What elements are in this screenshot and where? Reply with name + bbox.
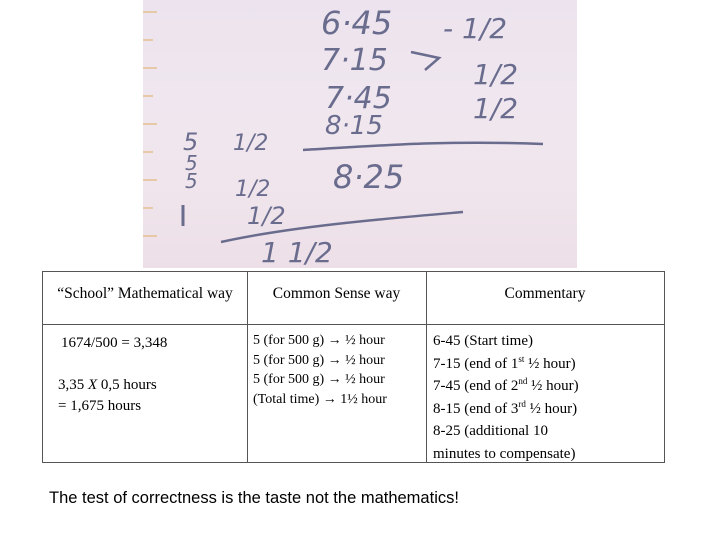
common-sense-line: 5 (for 500 g) → ½ hour [253,352,385,368]
commentary-line: 8-15 (end of 3rd ½ hour) [433,398,578,417]
hw-five-3: 5 [185,169,198,193]
commentary-line: minutes to compensate) [433,445,576,462]
hw-half-4: 1/2 [233,131,269,156]
commentary-list [433,330,663,465]
hw-half-6: 1/2 [247,202,286,230]
caption-text: The test of correctness is the taste not the mathematics! [49,489,459,507]
common-sense-line: 5 (for 500 g) → ½ hour [253,372,385,387]
hw-time-2: 7·15 [321,43,388,78]
common-sense-line: (Total time) → 1½ hour [253,391,387,407]
school-calc-2: 3,35 X 0,5 hours [58,377,157,393]
hw-five-2: 5 [185,151,198,175]
header-school-way: “School” Mathematical way [57,285,233,302]
school-calc-1: 1674/500 = 3,348 [61,335,168,351]
common-sense-list [253,331,425,409]
hw-time-1: 6·45 [321,4,393,42]
comparison-table [42,271,665,463]
commentary-line: 7-15 (end of 1st ½ hour) [433,353,576,372]
hw-total-half: 1 1/2 [261,236,333,268]
commentary-line: 8-25 (additional 10 [433,423,548,439]
hw-half-1: - 1/2 [443,12,508,45]
handwriting-drawing [143,0,577,268]
hw-time-4: 8·15 [325,111,383,141]
header-common-sense: Common Sense way [272,285,401,302]
hw-five-1: 5 [183,128,199,156]
hw-half-2: 1/2 [473,58,519,91]
whiteboard-photo [143,0,577,268]
hw-time-3: 7·45 [325,81,392,116]
school-calc-3: = 1,675 hours [58,398,142,414]
hw-half-3: 1/2 [473,92,519,125]
common-sense-line: 5 (for 500 g) → ½ hour [253,333,385,348]
hw-time-total: 8·25 [333,158,405,196]
hw-half-5: 1/2 [235,177,271,202]
header-commentary: Commentary [504,285,586,302]
commentary-line: 6-45 (Start time) [433,333,533,349]
commentary-line: 7-45 (end of 2nd ½ hour) [433,376,579,394]
